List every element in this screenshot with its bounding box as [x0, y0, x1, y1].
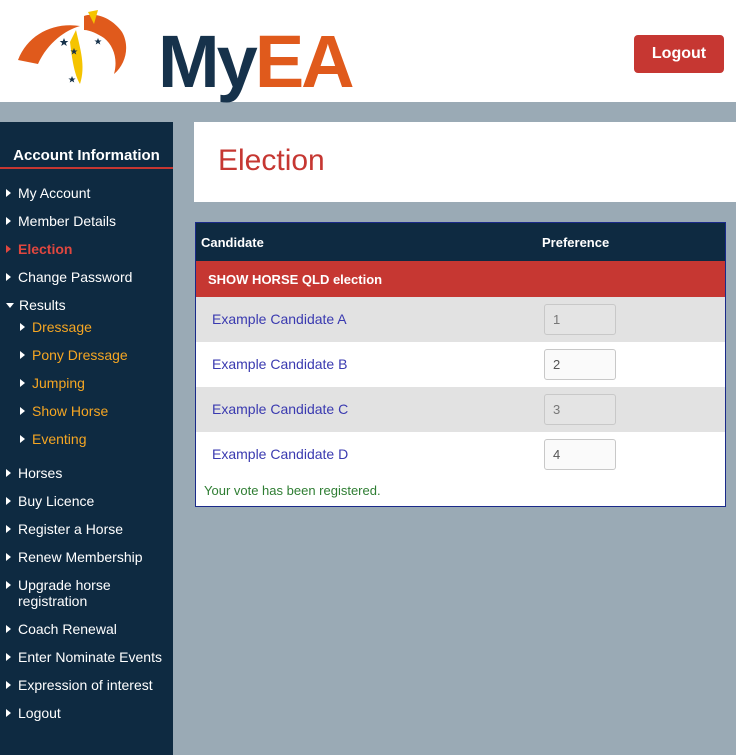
table-header [196, 223, 725, 261]
sidebar-item-label: Expression of interest [18, 677, 153, 693]
sidebar-item-logout[interactable] [6, 705, 61, 721]
sidebar-item-label: Enter Nominate Events [18, 649, 162, 665]
caret-right-icon [6, 581, 11, 589]
sidebar-item-member-details[interactable] [6, 213, 116, 229]
caret-right-icon [6, 469, 11, 477]
sidebar-item-register-horse[interactable] [6, 521, 123, 537]
sidebar-subitem-eventing[interactable] [20, 431, 86, 447]
logo-my-text: My [158, 20, 255, 103]
sidebar-item-label: Member Details [18, 213, 117, 229]
sidebar-item-label: Upgrade horse registration [18, 577, 111, 609]
sidebar-item-renew-membership[interactable] [6, 549, 143, 565]
caret-right-icon [20, 407, 25, 415]
sidebar-subitem-dressage[interactable] [20, 319, 92, 335]
caret-right-icon [6, 189, 11, 197]
sidebar-subitem-jumping[interactable] [20, 375, 85, 391]
horse-logo-icon [14, 8, 144, 94]
sidebar-item-label: Show Horse [32, 403, 109, 419]
sidebar-item-label: Eventing [32, 431, 87, 447]
sidebar-item-label: Dressage [32, 319, 92, 335]
sidebar-item-label: Coach Renewal [18, 621, 117, 637]
sidebar-subitem-show-horse[interactable] [20, 403, 108, 419]
caret-right-icon [6, 681, 11, 689]
candidate-name-link[interactable]: Example Candidate A [212, 311, 347, 327]
sidebar-item-election[interactable] [6, 241, 72, 257]
caret-right-icon [6, 497, 11, 505]
sidebar-item-label: Results [19, 297, 66, 313]
logout-button[interactable]: Logout [634, 35, 724, 73]
sidebar-item-label: Logout [18, 705, 61, 721]
caret-right-icon [6, 653, 11, 661]
table-row [196, 387, 725, 432]
sidebar-item-my-account[interactable] [6, 185, 90, 201]
logo-ea-text: EA [254, 20, 352, 103]
caret-right-icon [6, 525, 11, 533]
sidebar-item-results[interactable] [6, 297, 66, 313]
sidebar-item-expression-of-interest[interactable] [6, 677, 153, 693]
sidebar-item-enter-nominate-events[interactable] [6, 649, 162, 665]
caret-right-icon [6, 625, 11, 633]
sidebar-item-label: Election [18, 241, 73, 257]
caret-right-icon [6, 245, 11, 253]
sidebar-item-label: Pony Dressage [32, 347, 128, 363]
preference-input[interactable] [544, 304, 616, 335]
candidate-name-link[interactable]: Example Candidate B [212, 356, 348, 372]
caret-right-icon [20, 435, 25, 443]
candidate-name-link[interactable]: Example Candidate C [212, 401, 349, 417]
column-header-preference: Preference [542, 235, 610, 250]
site-header [0, 0, 736, 102]
column-header-candidate: Candidate [201, 235, 264, 250]
candidate-name-link[interactable]: Example Candidate D [212, 446, 349, 462]
sidebar-item-label: Buy Licence [18, 493, 95, 509]
myea-logo[interactable] [14, 8, 352, 103]
election-table [195, 222, 726, 507]
sidebar-item-label: Change Password [18, 269, 133, 285]
sidebar-item-horses[interactable] [6, 465, 62, 481]
sidebar-item-label: My Account [18, 185, 91, 201]
account-sidebar [0, 122, 173, 755]
caret-right-icon [6, 709, 11, 717]
sidebar-item-coach-renewal[interactable] [6, 621, 117, 637]
preference-input[interactable] [544, 439, 616, 470]
sidebar-item-change-password[interactable] [6, 269, 132, 285]
election-section-label: SHOW HORSE QLD election [208, 272, 383, 287]
caret-right-icon [6, 553, 11, 561]
sidebar-item-buy-licence[interactable] [6, 493, 94, 509]
logo-wordmark [158, 22, 352, 102]
sidebar-item-label: Jumping [32, 375, 85, 391]
caret-right-icon [20, 323, 25, 331]
table-row [196, 342, 725, 387]
sidebar-item-label: Horses [18, 465, 63, 481]
table-row [196, 297, 725, 342]
caret-right-icon [6, 217, 11, 225]
sidebar-item-upgrade-horse-registration[interactable] [6, 577, 146, 609]
sidebar-subitem-pony-dressage[interactable] [20, 347, 128, 363]
sidebar-divider [0, 167, 173, 169]
preference-input[interactable] [544, 394, 616, 425]
election-section-header [196, 261, 725, 297]
page-title-card [194, 122, 736, 202]
page-title: Election [218, 144, 325, 177]
sidebar-item-label: Register a Horse [18, 521, 124, 537]
caret-right-icon [20, 351, 25, 359]
vote-status-message: Your vote has been registered. [204, 483, 381, 498]
preference-input[interactable] [544, 349, 616, 380]
caret-right-icon [6, 273, 11, 281]
sidebar-item-label: Renew Membership [18, 549, 143, 565]
table-row [196, 432, 725, 477]
caret-down-icon [6, 303, 14, 308]
caret-right-icon [20, 379, 25, 387]
sidebar-title: Account Information [13, 147, 160, 164]
